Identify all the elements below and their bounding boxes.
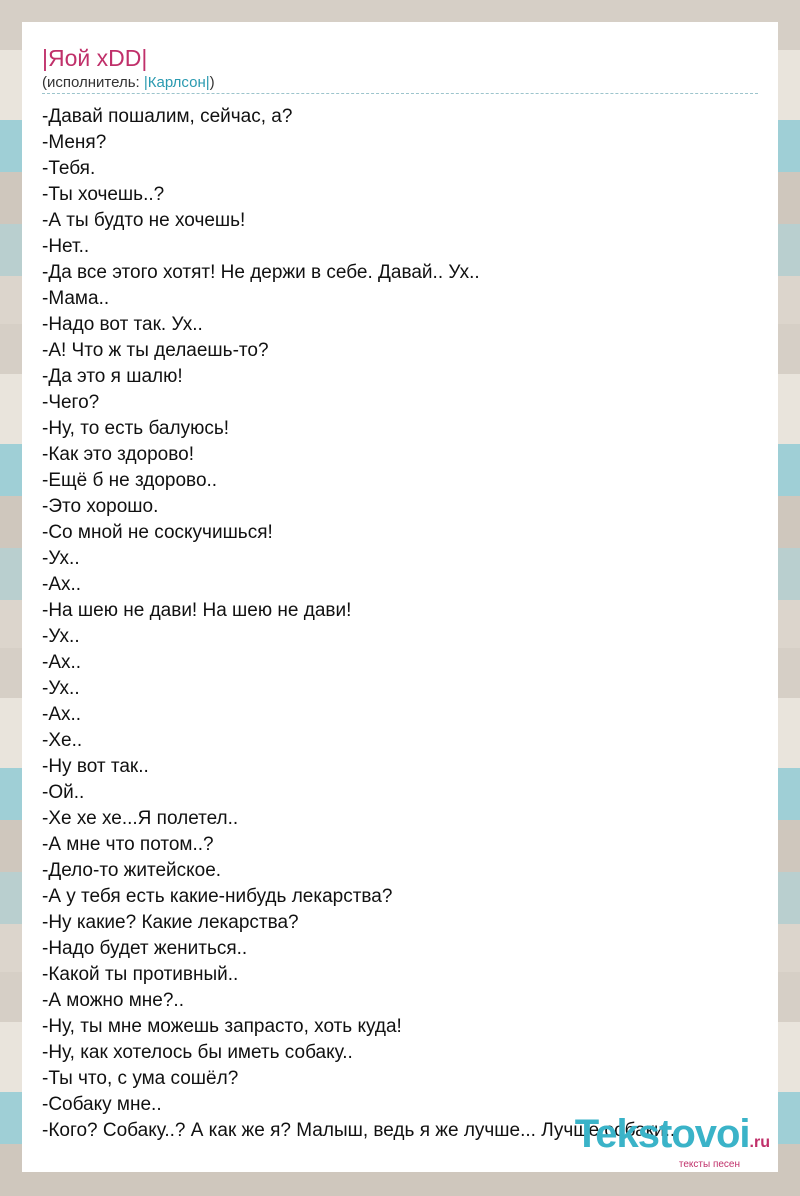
lyric-line: -Ой.. xyxy=(42,782,85,803)
lyric-line: -Хе хе хе...Я полетел.. xyxy=(42,808,239,829)
lyric-line: -Дело-то житейское. xyxy=(42,860,222,881)
lyric-line: -Ну, то есть балуюсь! xyxy=(42,418,230,439)
lyric-line: -А! Что ж ты делаешь-то? xyxy=(42,340,269,361)
logo-brand xyxy=(575,1114,770,1163)
lyric-line: -А можно мне?.. xyxy=(42,990,184,1011)
title-divider xyxy=(42,93,758,94)
lyrics-text xyxy=(42,104,762,1144)
song-title: |Яой xDD| xyxy=(42,45,148,71)
lyric-line: -Давай пошалим, сейчас, а? xyxy=(42,106,293,127)
lyric-line: -Ещё б не здорово.. xyxy=(42,470,218,491)
logo-tld: .ru xyxy=(749,1134,770,1151)
lyric-line: -А мне что потом..? xyxy=(42,834,214,855)
lyric-line: -Чего? xyxy=(42,392,100,413)
lyric-line: -Кого? Собаку..? А как же я? Малыш, ведь я же лучше... Лучше собаки.. xyxy=(42,1120,676,1141)
artist-link[interactable]: |Карлсон| xyxy=(143,74,210,91)
lyric-line: -Ух.. xyxy=(42,678,80,699)
lyric-line: -Надо будет жениться.. xyxy=(42,938,248,959)
lyric-line: -Меня? xyxy=(42,132,107,153)
lyric-line: -А у тебя есть какие-нибудь лекарства? xyxy=(42,886,393,907)
lyric-line: -Ух.. xyxy=(42,626,80,647)
byline-suffix: ) xyxy=(209,74,215,91)
lyric-line: -Ах.. xyxy=(42,574,82,595)
lyric-line: -Со мной не соскучишься! xyxy=(42,522,273,543)
lyric-line: -Ты хочешь..? xyxy=(42,184,165,205)
lyric-line: -Тебя. xyxy=(42,158,96,179)
lyric-line: -Ты что, с ума сошёл? xyxy=(42,1068,239,1089)
lyric-line: -Ух.. xyxy=(42,548,80,569)
lyric-line: -Нет.. xyxy=(42,236,90,257)
lyric-line: -А ты будто не хочешь! xyxy=(42,210,246,231)
lyric-line: -Хе.. xyxy=(42,730,83,751)
logo-brand-name: Tekstovoi xyxy=(574,1112,750,1156)
lyric-line: -Мама.. xyxy=(42,288,110,309)
lyric-line: -Ах.. xyxy=(42,704,82,725)
artist-byline xyxy=(42,74,215,92)
lyric-line: -На шею не дави! На шею не дави! xyxy=(42,600,352,621)
lyric-line: -Ну, как хотелось бы иметь собаку.. xyxy=(42,1042,353,1063)
lyric-line: -Ах.. xyxy=(42,652,82,673)
lyric-line: -Ну, ты мне можешь запрасто, хоть куда! xyxy=(42,1016,402,1037)
lyric-line: -Это хорошо. xyxy=(42,496,159,517)
byline-prefix: (исполнитель: xyxy=(42,74,144,91)
lyric-line: -Ну какие? Какие лекарства? xyxy=(42,912,299,933)
lyric-line: -Да это я шалю! xyxy=(42,366,183,387)
site-logo[interactable] xyxy=(575,1114,770,1170)
lyric-line: -Собаку мне.. xyxy=(42,1094,162,1115)
lyric-line: -Как это здорово! xyxy=(42,444,194,465)
lyric-line: -Надо вот так. Ух.. xyxy=(42,314,203,335)
logo-tagline: тексты песен xyxy=(678,1159,740,1170)
lyric-line: -Ну вот так.. xyxy=(42,756,149,777)
lyrics-card xyxy=(22,22,778,1172)
lyric-line: -Какой ты противный.. xyxy=(42,964,239,985)
lyric-line: -Да все этого хотят! Не держи в себе. Давай.. Ух.. xyxy=(42,262,480,283)
